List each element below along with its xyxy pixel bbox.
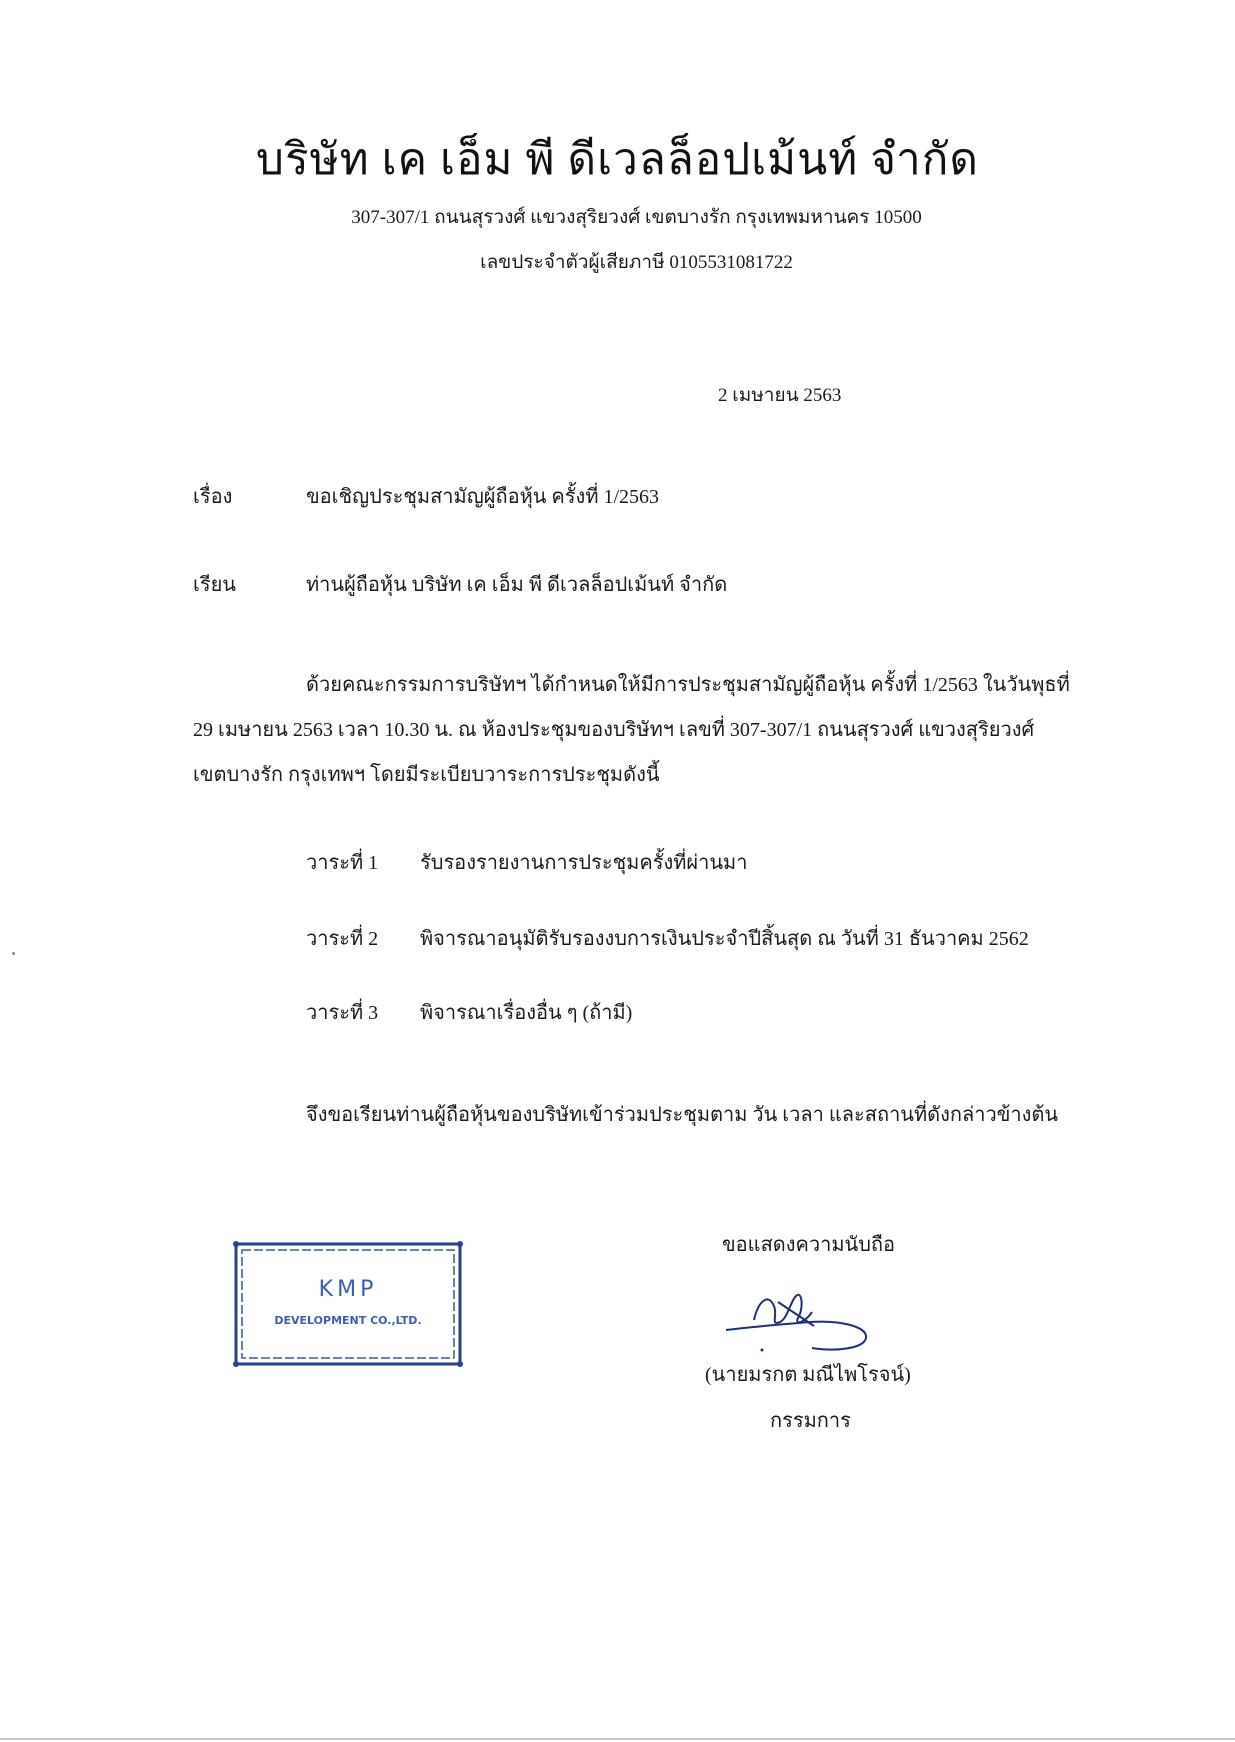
agenda-item-text: พิจารณาอนุมัติรับรองงบการเงินประจำปีสิ้นสุด ณ วันที่ 31 ธันวาคม 2562 — [420, 928, 1029, 950]
regards-text: ขอแสดงความนับถือ — [722, 1234, 896, 1256]
agenda-item-text: รับรองรายงานการประชุมครั้งที่ผ่านมา — [420, 852, 748, 874]
subject-value: ขอเชิญประชุมสามัญผู้ถือหุ้น ครั้งที่ 1/2563 — [306, 486, 660, 508]
agenda-number: วาระที่ 2 — [306, 928, 379, 950]
company-tax-id: เลขประจำตัวผู้เสียภาษี 0105531081722 — [480, 252, 793, 273]
scan-bottom-edge — [0, 1738, 1235, 1740]
recipient-value: ท่านผู้ถือหุ้น บริษัท เค เอ็ม พี ดีเวลล็อปเม้นท์ จำกัด — [306, 574, 728, 596]
body-line-1: ด้วยคณะกรรมการบริษัทฯ ได้กำหนดให้มีการประชุมสามัญผู้ถือหุ้น ครั้งที่ 1/2563 ในวันพุธที่ — [306, 674, 1070, 696]
company-address: 307-307/1 ถนนสุรวงศ์ แขวงสุริยวงศ์ เขตบางรัก กรุงเทพมหานคร 10500 — [351, 207, 922, 228]
signer-name: (นายมรกต มณีไพโรจน์) — [705, 1364, 911, 1386]
closing-statement: จึงขอเรียนท่านผู้ถือหุ้นของบริษัทเข้าร่วมประชุมตาม วัน เวลา และสถานที่ดังกล่าวข้างต้น — [306, 1104, 1059, 1126]
scan-speck — [12, 952, 15, 955]
body-line-3: เขตบางรัก กรุงเทพฯ โดยมีระเบียบวาระการประชุมดังนี้ — [193, 764, 660, 786]
body-line-2: 29 เมษายน 2563 เวลา 10.30 น. ณ ห้องประชุมของบริษัทฯ เลขที่ 307-307/1 ถนนสุรวงศ์ แขวงสุริยวงศ์ — [193, 719, 1035, 741]
recipient-label: เรียน — [193, 574, 236, 596]
agenda-item-text: พิจารณาเรื่องอื่น ๆ (ถ้ามี) — [420, 1002, 633, 1024]
agenda-number: วาระที่ 3 — [306, 1002, 379, 1024]
handwritten-signature — [718, 1282, 878, 1356]
agenda-number: วาระที่ 1 — [306, 852, 379, 874]
signer-position: กรรมการ — [770, 1410, 851, 1432]
subject-label: เรื่อง — [193, 486, 233, 508]
company-stamp — [232, 1238, 464, 1370]
company-name: บริษัท เค เอ็ม พี ดีเวลล็อปเม้นท์ จำกัด — [256, 135, 979, 184]
letter-date: 2 เมษายน 2563 — [718, 385, 842, 406]
stamp-logo-text: KMP — [318, 1277, 378, 1302]
stamp-company-text: DEVELOPMENT CO.,LTD. — [274, 1314, 422, 1327]
